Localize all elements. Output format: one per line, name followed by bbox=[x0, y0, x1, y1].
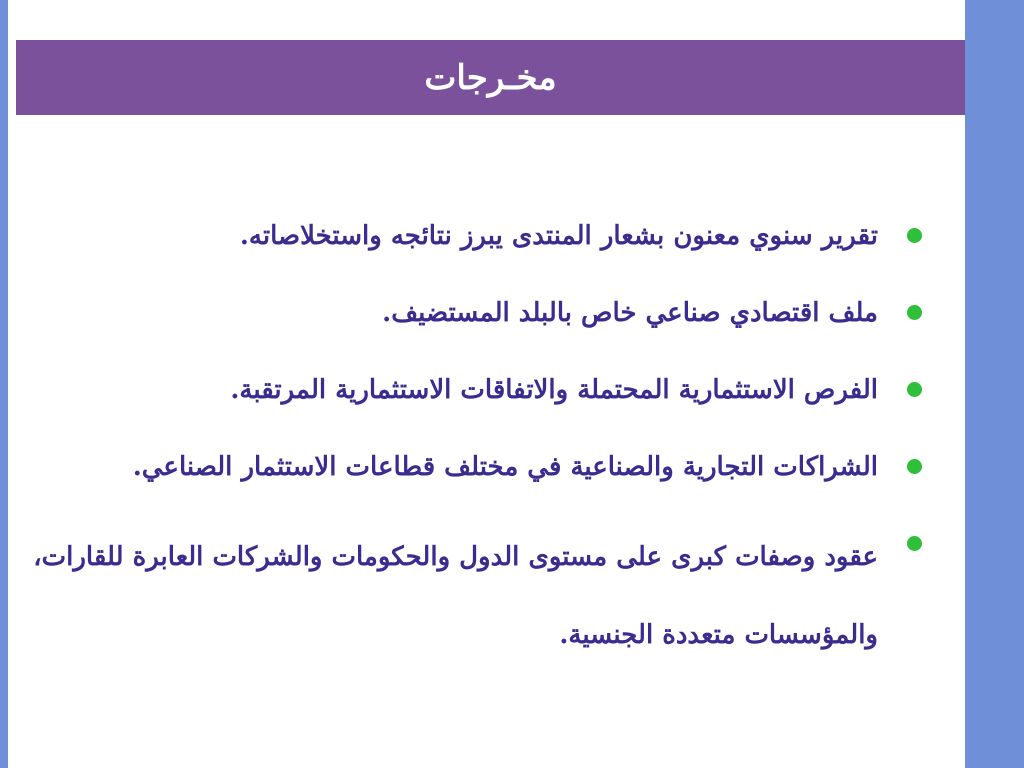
bullet-text: تقرير سنوي معنون بشعار المنتدى يبرز نتائجه واستخلاصاته. bbox=[239, 221, 878, 251]
bullet-dot-icon bbox=[907, 305, 922, 320]
bullet-item-contracts bbox=[30, 518, 930, 674]
bullet-dot-icon bbox=[907, 459, 922, 474]
bullet-text: ملف اقتصادي صناعي خاص بالبلد المستضيف. bbox=[382, 298, 878, 328]
right-accent-bar bbox=[965, 0, 1024, 768]
bullet-item-economic-file bbox=[30, 287, 930, 339]
bullet-text: عقود وصفات كبرى على مستوى الدول والحكومات والشركات العابرة للقارات، والمؤسسات متعددة الجنسية. bbox=[33, 542, 878, 650]
left-accent-bar bbox=[0, 0, 8, 768]
bullet-dot-icon bbox=[907, 382, 922, 397]
bullet-item-annual-report bbox=[30, 210, 930, 262]
title-band bbox=[16, 40, 965, 115]
bullet-dot-icon bbox=[907, 536, 922, 551]
bullet-item-partnerships bbox=[30, 441, 930, 493]
bullet-text: الفرص الاستثمارية المحتملة والاتفاقات الاستثمارية المرتقبة. bbox=[230, 375, 878, 405]
bullet-item-opportunities bbox=[30, 364, 930, 416]
bullet-dot-icon bbox=[907, 228, 922, 243]
slide-content bbox=[30, 210, 930, 699]
slide-title: مخـرجات bbox=[424, 57, 557, 98]
bullet-list bbox=[30, 210, 930, 674]
bullet-text: الشراكات التجارية والصناعية في مختلف قطاعات الاستثمار الصناعي. bbox=[132, 452, 878, 482]
